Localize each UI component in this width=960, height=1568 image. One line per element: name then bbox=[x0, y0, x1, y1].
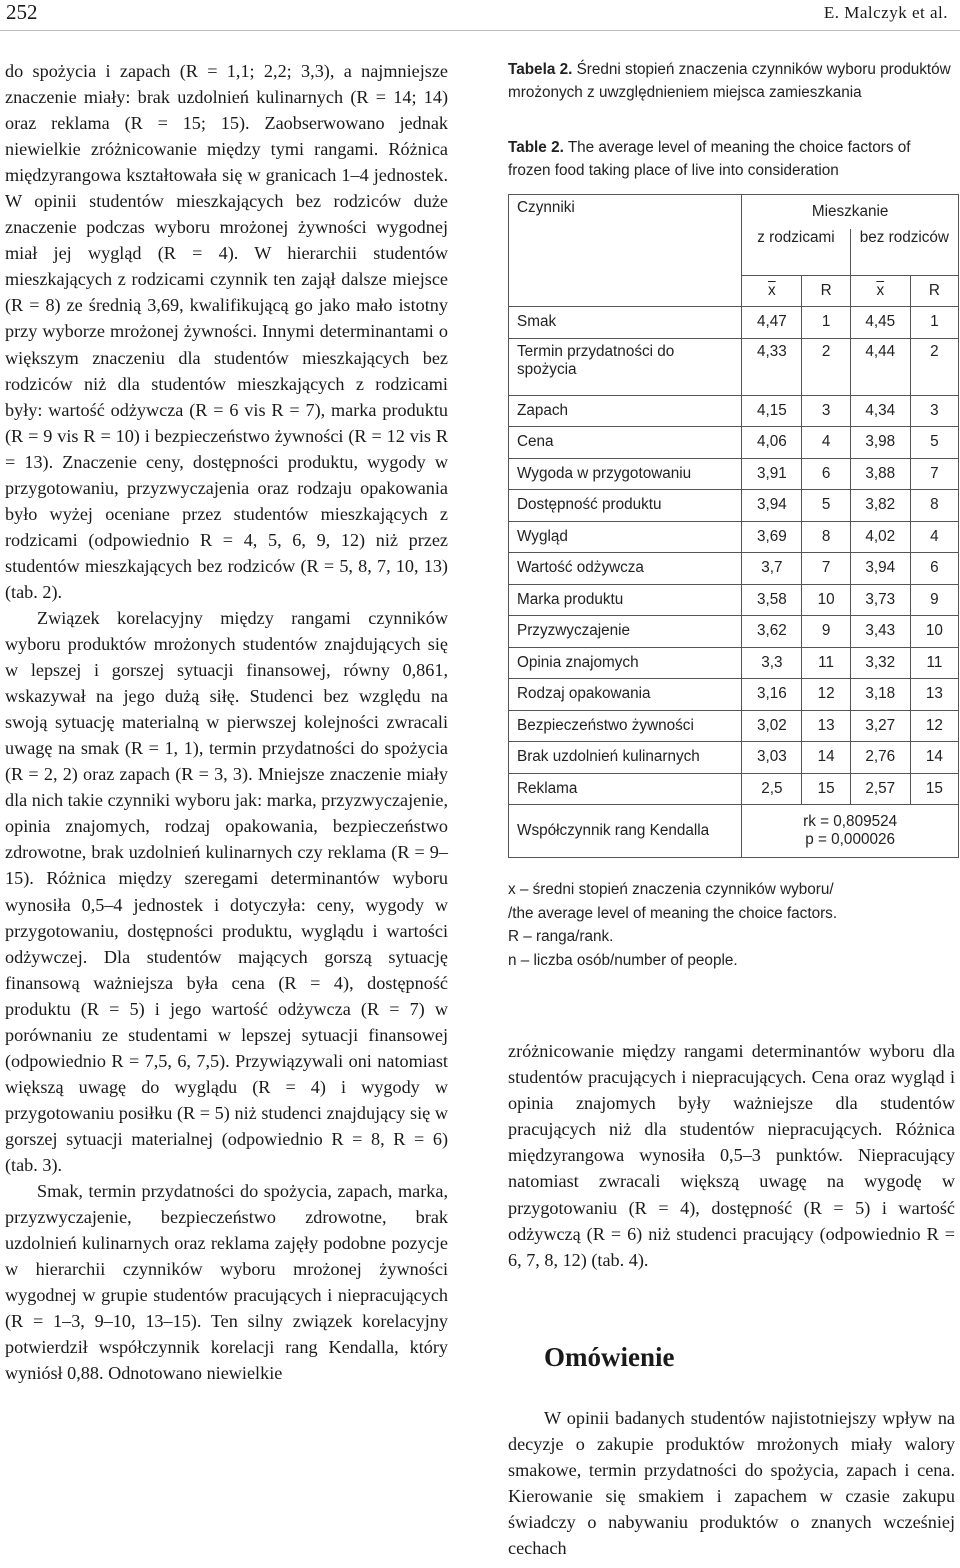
body-paragraph: do spożycia i zapach (R = 1,1; 2,2; 3,3), a najmniejsze znaczenie miały: brak uzdolnień kulinarnych (R = 14; 14) oraz reklama (R = 15; 15). Zaobserwowano jednak niewielkie zróżnicowanie między tymi rangami. Różnica międzyrangowa kształtowała się w granicach 1–4 jednostek. W opinii studentów mieszkających bez rodziców duże znaczenie podczas wyboru mrożonej żywności wygodnej miał jej wygląd (R = 4). W hierarchii studentów mieszkających z rodzicami czynnik ten zajął dalsze miejsce (R = 8) ze średnią 3,69, kwalifikującą go jako mało istotny przy wyborze mrożonej żywności. Innymi determinantami o większym znaczeniu dla studentów mieszkających bez rodziców niż dla studentów mieszkających z rodzicami były: wartość odżywcza (R = 6 vis R = 7), marka produktu (R = 9 vis R = 10) i bezpieczeństwo żywności (R = 12 vis R = 13). Znaczenie ceny, dostępności produktu, wygody w przygotowaniu, przyzwyczajenia oraz rodzaju opakowania było wyżej oceniane przez studentów mieszkających z rodzicami (odpowiednio R = 4, 5, 6, 9, 12) niż przez studentów mieszkających bez rodziców (R = 5, 8, 7, 10, 13) (tab. 2). bbox=[5, 61, 448, 602]
table-row: Dostępność produktu 3,94 5 3,82 8 bbox=[509, 490, 959, 522]
kendall-rk: rk = 0,809524 bbox=[803, 813, 898, 830]
note-line: x – średni stopień znaczenia czynników wyboru/ bbox=[508, 881, 834, 898]
right-column-text bbox=[508, 1038, 955, 1273]
table-row: Termin przydatności do spożycia 4,33 2 4,44 2 bbox=[509, 338, 959, 395]
page-number: 252 bbox=[6, 0, 38, 24]
note-line: n – liczba osób/number of people. bbox=[508, 952, 738, 970]
caption-label: Tabela 2. bbox=[508, 61, 573, 78]
caption-label: Table 2. bbox=[508, 139, 564, 156]
caption-text: The average level of meaning the choice factors of frozen food taking place of live into consideration bbox=[508, 139, 911, 179]
body-paragraph: zróżnicowanie między rangami determinantów wyboru dla studentów pracujących i niepracujących. Cena oraz wygląd i opinia znajomych były ważniejsze dla studentów pracujących niż dla studentów niepracujących. Różnica międzyrangowa wynosiła 0,5–3 punktów. Niepracujący natomiast zwracali większą uwagę na wygodę w przygotowaniu (R = 4), dostępność (R = 5) i wartość odżywczą (R = 6) niż studenci pracujący (odpowiednio R = 6, 7, 8, 12) (tab. 4). bbox=[508, 1041, 955, 1270]
data-table bbox=[508, 194, 959, 858]
left-column bbox=[5, 58, 448, 1386]
body-paragraph: Związek korelacyjny między rangami czynników wyboru produktów mrożonych studentów znajdujących się w lepszej i gorszej sytuacji finansowej, równy 0,861, wskazywał na jego dużą siłę. Studenci bez względu na swoją sytuację materialną w pierwszej kolejności zwracali uwagę na smak (R = 1, 1), termin przydatności do spożycia (R = 2, 2) oraz zapach (R = 3, 3). Mniejsze znaczenie miały dla nich takie czynniki wyboru jak: marka, przyzwyczajenie, opinia znajomych, rodzaj opakowania, bezpieczeństwo zdrowotne, brak uzdolnień kulinarnych czy reklama (R = 9–15). Różnica między szeregami determinantów wyboru wynosiła 0,5–4 jednostek i dotyczyła: ceny, wygody w przygotowaniu, dostępności produktu, wyglądu i wartości odżywczej. Dla studentów mających gorszą sytuację finansową ważniejsza była cena (R = 4), dostępność produktu (R = 5) i jego wartość odżywcza (R = 7) w porównaniu ze studentami w lepszej sytuacji finansowej (odpowiednio R = 7,5, 6, 7,5). Przywiązywali oni natomiast większą uwagę do wyglądu (R = 4) i wygody w przygotowaniu posiłku (R = 5) niż studenci znajdujący się w gorszej sytuacji materialnej (odpowiednio R = 8, R = 6) (tab. 3). bbox=[5, 607, 448, 1175]
table-row: Marka produktu 3,58 10 3,73 9 bbox=[509, 584, 959, 616]
header-rank: R bbox=[910, 275, 958, 307]
table-row: Zapach 4,15 3 4,34 3 bbox=[509, 395, 959, 427]
header-factor: Czynniki bbox=[509, 195, 742, 307]
caption-text: Średni stopień znaczenia czynników wyboru produktów mrożonych z uwzględnieniem miejsca zamieszkania bbox=[508, 61, 951, 101]
table-row: Wygląd 3,69 8 4,02 4 bbox=[509, 521, 959, 553]
table-row: Rodzaj opakowania 3,16 12 3,18 13 bbox=[509, 679, 959, 711]
header-mean: $\overline{x}$ bbox=[742, 275, 802, 307]
section-heading: Omówienie bbox=[544, 1342, 675, 1372]
header-rank: R bbox=[802, 275, 850, 307]
right-column-text-2 bbox=[508, 1405, 955, 1562]
table-caption-en bbox=[508, 136, 953, 182]
table-row: Reklama 2,5 15 2,57 15 bbox=[509, 773, 959, 805]
running-head: E. Malczyk et al. bbox=[823, 3, 948, 22]
body-paragraph: Smak, termin przydatności do spożycia, zapach, marka, przyzwyczajenie, bezpieczeństwo zdrowotne, brak uzdolnień kulinarnych oraz reklama zajęły podobne pozycje w hierarchii czynników wyboru mrożonej żywności wygodnej w grupie studentów pracujących i niepracujących (R = 1–3, 9–10, 13–15). Ten silny związek korelacyjny potwierdził współczynnik korelacji rang Kendalla, który wyniósł 0,88. Odnotowano niewielkie bbox=[5, 1181, 448, 1384]
table-row: Wartość odżywcza 3,7 7 3,94 6 bbox=[509, 553, 959, 585]
header-sub1: z rodzicami bbox=[742, 229, 850, 276]
table-notes bbox=[508, 878, 953, 973]
table-row: Przyzwyczajenie 3,62 9 3,43 10 bbox=[509, 616, 959, 648]
kendall-row: Współczynnik rang Kendalla rk = 0,809524 p = 0,000026 bbox=[509, 805, 959, 858]
header-sub2: bez rodziców bbox=[850, 229, 958, 276]
note-line: /the average level of meaning the choice factors. bbox=[508, 904, 838, 922]
table-row: Wygoda w przygotowaniu 3,91 6 3,88 7 bbox=[509, 458, 959, 490]
table-caption-pl bbox=[508, 58, 953, 104]
kendall-values bbox=[742, 805, 959, 858]
header-mean: $\overline{x}$ bbox=[850, 275, 910, 307]
table-row: Opinia znajomych 3,3 11 3,32 11 bbox=[509, 647, 959, 679]
table-row: Bezpieczeństwo żywności 3,02 13 3,27 12 bbox=[509, 710, 959, 742]
header-group: Mieszkanie bbox=[742, 195, 959, 229]
body-paragraph: W opinii badanych studentów najistotniejszy wpływ na decyzje o zakupie produktów mrożonych miały walory smakowe, termin przydatności do spożycia, zapach i cena. Kierowanie się smakiem i zapachem w czasie zakupu świadczy o nabywaniu produktów o znanych wcześniej cechach bbox=[508, 1408, 955, 1559]
page-header bbox=[0, 0, 960, 31]
table-row: Brak uzdolnień kulinarnych 3,03 14 2,76 14 bbox=[509, 742, 959, 774]
note-line: R – ranga/rank. bbox=[508, 928, 614, 946]
table-row: Smak 4,47 1 4,45 1 bbox=[509, 307, 959, 339]
table-row: Cena 4,06 4 3,98 5 bbox=[509, 427, 959, 459]
kendall-p: p = 0,000026 bbox=[805, 831, 895, 848]
